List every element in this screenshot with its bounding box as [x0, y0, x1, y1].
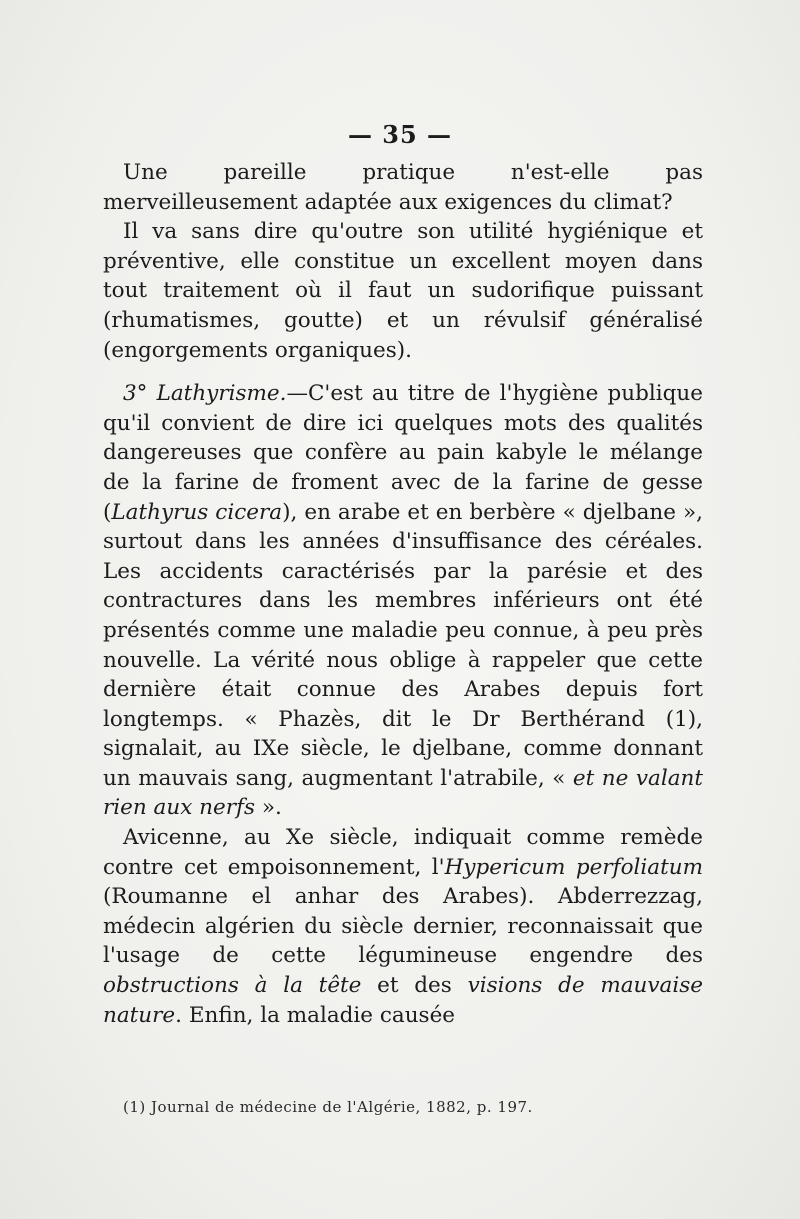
- paragraph-4-text-d: . Enfin, la maladie causée: [175, 1002, 456, 1028]
- latin-name-lathyrus: Lathyrus cicera: [111, 499, 283, 525]
- latin-name-hypericum: Hypericum perfoliatum: [444, 854, 703, 880]
- footnote: (1) Journal de médecine de l'Algérie, 1882, p. 197.: [123, 1098, 533, 1116]
- bleed-through-artifact: [430, 60, 690, 62]
- paragraph-2: Il va sans dire qu'outre son utilité hygiénique et préventive, elle constitue un excellent moyen dans tout traitement où il faut un sudorifique puissant (rhumatismes, goutte) et un révulsif généralisé (engorgements organiques).: [103, 219, 703, 363]
- page-number: — 35 —: [347, 120, 453, 149]
- section-heading: 3° Lathyrisme.: [123, 381, 287, 407]
- italic-visions: visions de mauvaise nature: [103, 973, 703, 1028]
- italic-obstructions: obstructions à la tête: [103, 973, 362, 999]
- heading-dash: —: [286, 381, 308, 407]
- quote-italic-nerfs: et ne valant rien aux nerfs: [103, 765, 703, 821]
- paragraph-4: [103, 823, 703, 1030]
- paragraph-3-text-b: ), en arabe et en berbère « djelbane », surtout dans les années d'insuffisance des céréales. Les accidents caractérisés par la parésie et des contractures dans les membres inférieurs ont été présentés comme une maladie peu connue, à peu près nouvelle. La vérité nous oblige à rappeler que cette dernière était connue des Arabes depuis fort longtemps. « Phazès, dit le Dr Berthérand (1), signalait, au IXe siècle, le djelbane, comme donnant un mauvais sang, augmentant l'atrabile, «: [103, 499, 703, 791]
- paragraph-4-text-a: Avicenne, au Xe siècle, indiquait comme remède contre cet empoisonnement, l': [103, 825, 703, 880]
- body-text: [103, 158, 703, 1030]
- paragraph-3-text-a: C'est au titre de l'hygiène publique qu'il convient de dire ici quelques mots des qualités dangereuses que confère au pain kabyle le mélange de la farine de froment avec de la farine de gesse (: [103, 381, 703, 525]
- paragraph-3-text-c: ».: [255, 795, 282, 821]
- paragraph-4-text-c: et des: [361, 973, 468, 999]
- paragraph-1: Une pareille pratique n'est-elle pas merveilleusement adaptée aux exigences du climat?: [103, 160, 703, 215]
- paragraph-4-text-b: (Roumanne el anhar des Arabes). Abderrezzag, médecin algérien du siècle dernier, reconnaissait que l'usage de cette légumineuse engendre des: [103, 884, 703, 969]
- paragraph-3: [103, 379, 703, 823]
